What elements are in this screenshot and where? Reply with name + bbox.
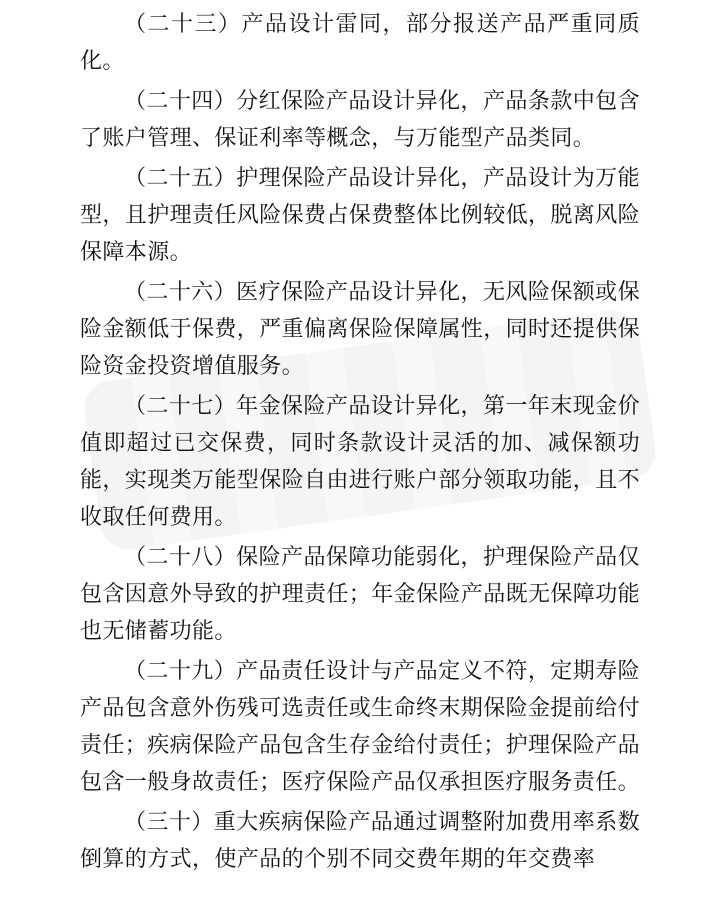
paragraph-25: （二十五）护理保险产品设计异化，产品设计为万能型，且护理责任风险保费占保费整体比例较低，脱离风险保障本源。 [80,166,641,265]
paragraph-24: （二十四）分红保险产品设计异化，产品条款中包含了账户管理、保证利率等概念，与万能型产品类同。 [80,89,640,151]
paragraph-23: （二十三）产品设计雷同，部分报送产品严重同质化。 [80,12,640,74]
paragraph-29: （二十九）产品责任设计与产品定义不符，定期寿险产品包含意外伤残可选责任或生命终末期保险金提前给付责任；疾病保险产品包含生存金给付责任；护理保险产品包含一般身故责任；医疗保险产品仅承担医疗服务责任。 [80,659,641,795]
paragraph-26: （二十六）医疗保险产品设计异化，无风险保额或保险金额低于保费，严重偏离保险保障属性，同时还提供保险资金投资增值服务。 [80,280,641,379]
paragraph-28: （二十八）保险产品保障功能弱化，护理保险产品仅包含因意外导致的护理责任；年金保险产品既无保障功能也无储蓄功能。 [80,545,641,644]
paragraph-30: （三十）重大疾病保险产品通过调整附加费用率系数倒算的方式，使产品的个别不同交费年期的年交费率 [80,810,640,872]
paragraph-27: （二十七）年金保险产品设计异化，第一年末现金价值即超过已交保费，同时条款设计灵活的加、减保额功能，实现类万能型保险自由进行账户部分领取功能，且不收取任何费用。 [80,394,641,530]
document-body [80,0,640,881]
